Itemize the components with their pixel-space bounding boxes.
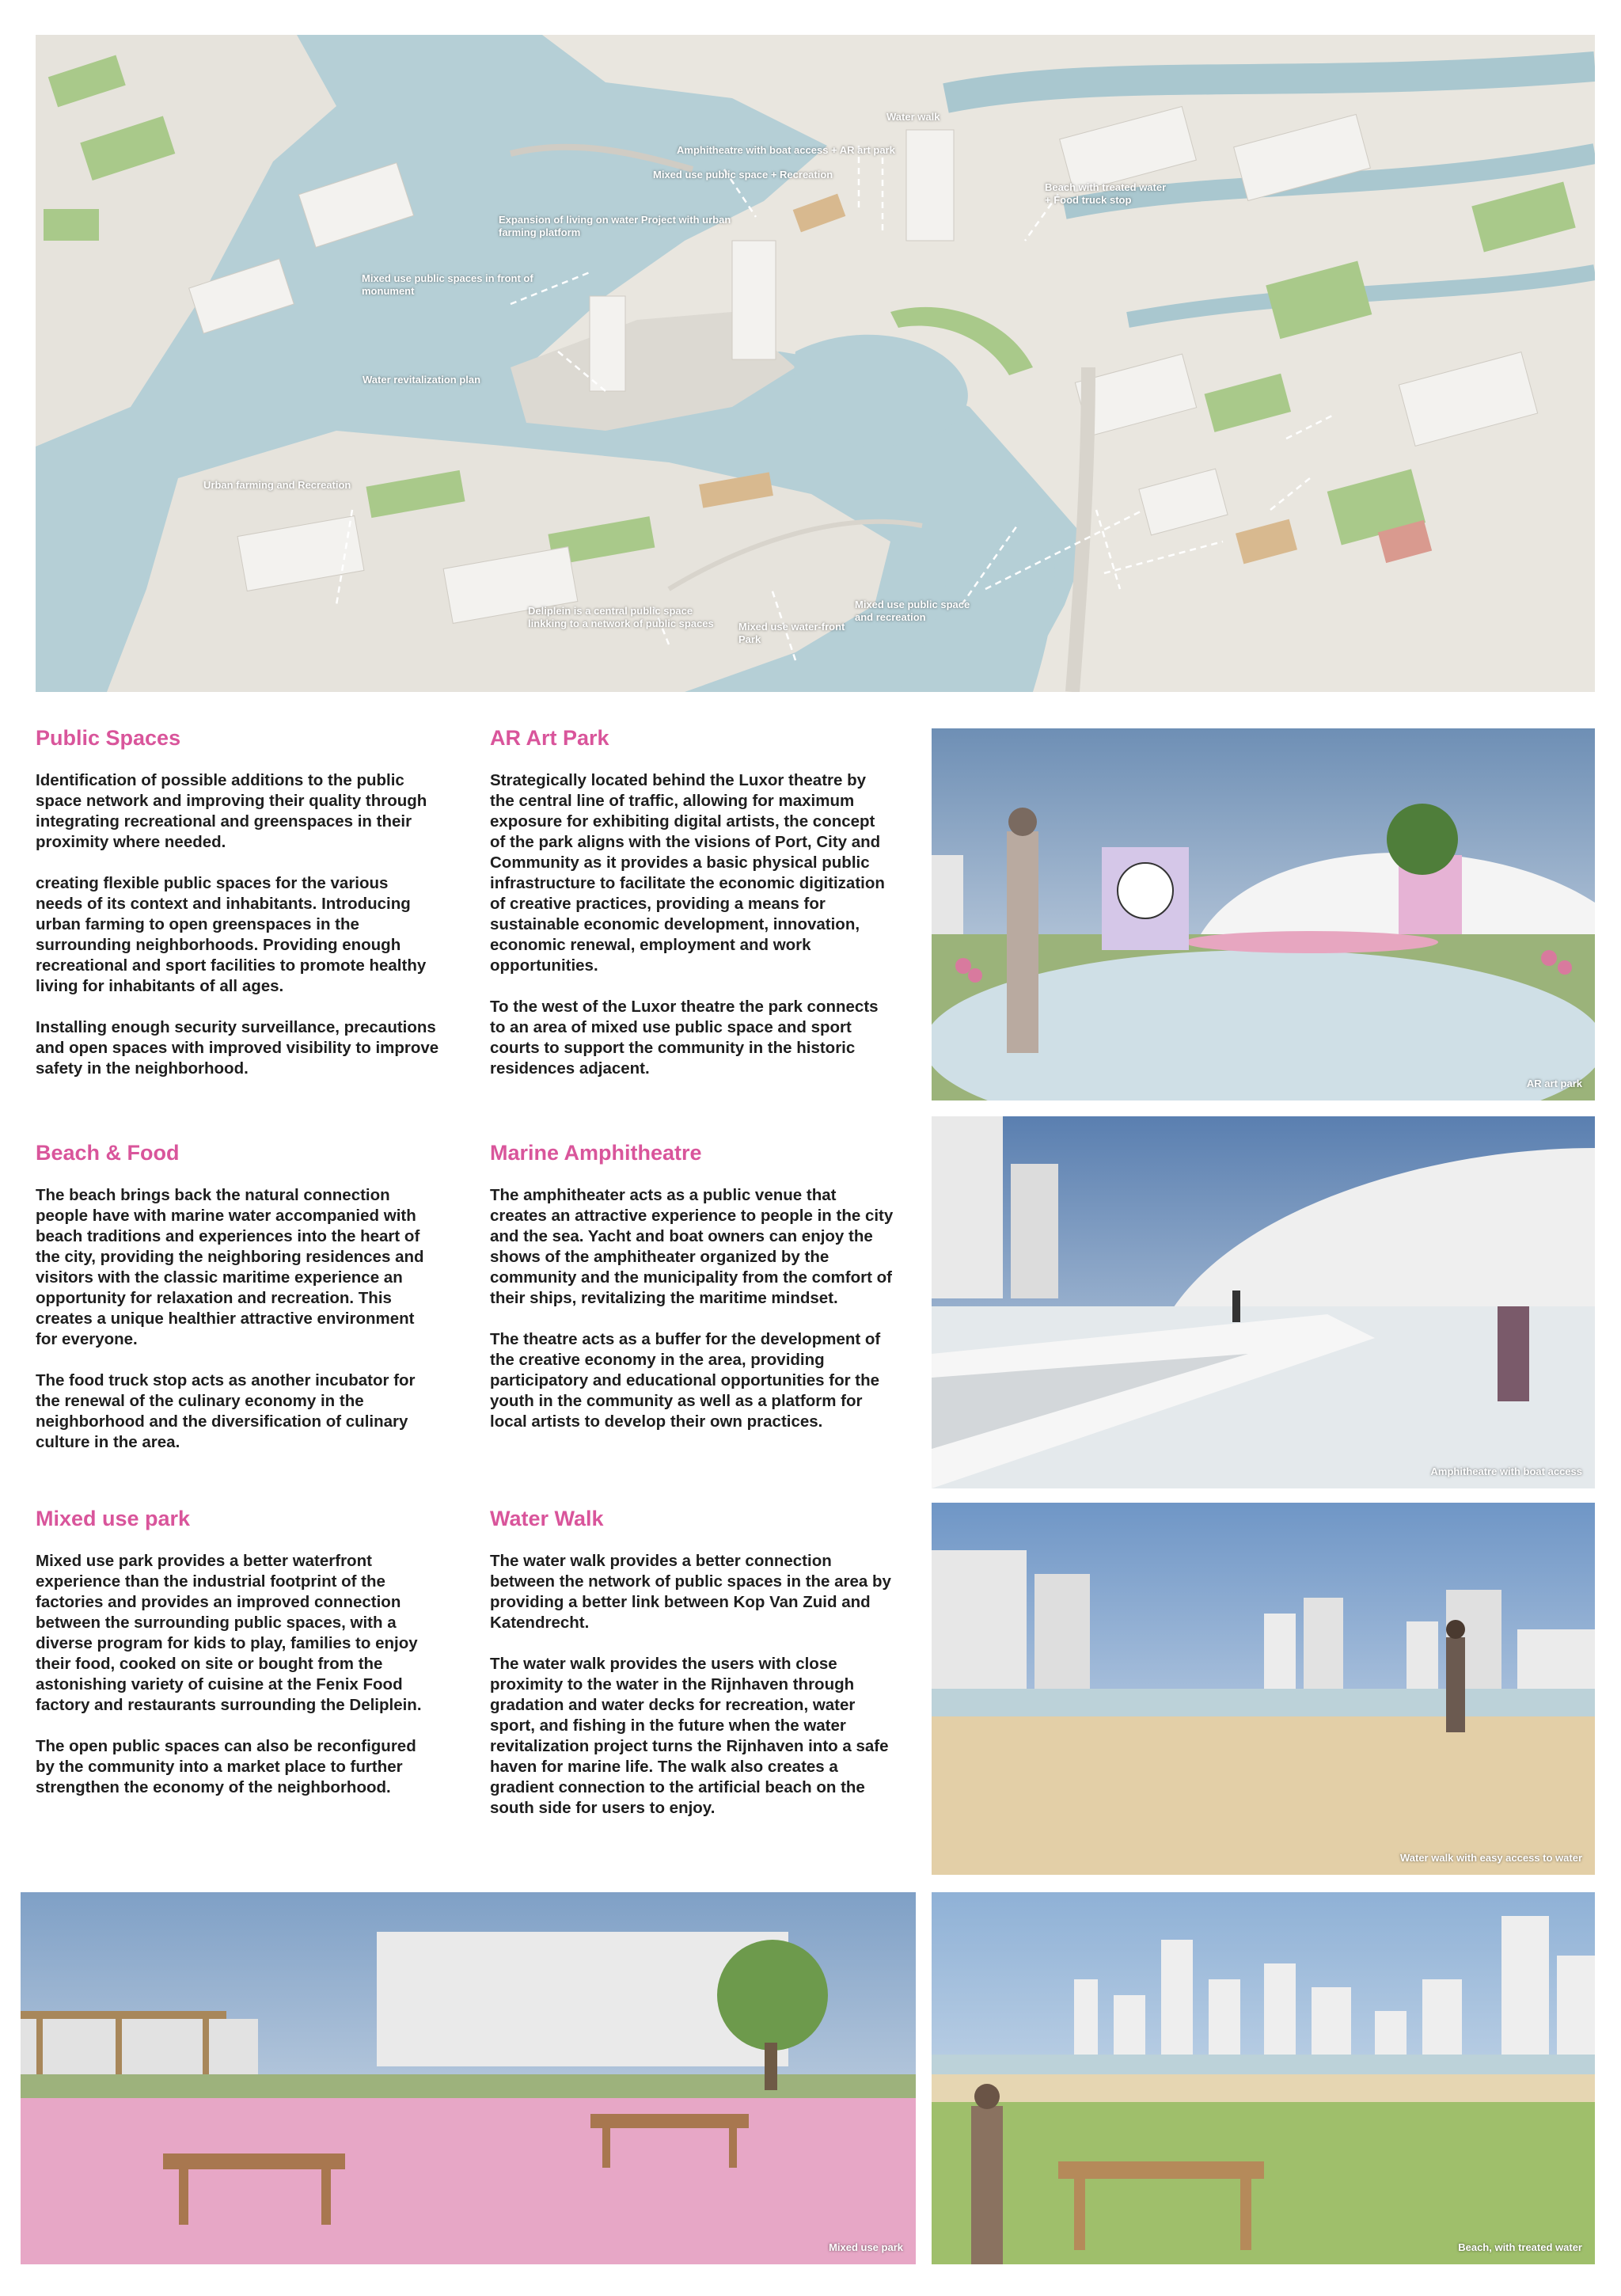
map-label-water-walk: Water walk [886,111,940,123]
map-label-living-on-water: Expansion of living on water Project with urban farming platform [499,214,731,238]
amphitheatre-caption: Amphitheatre with boat access [1430,1465,1582,1477]
ar-art-park-illustration [932,728,1595,1100]
ar-art-park-p1: Strategically located behind the Luxor theatre by the central line of traffic, allowing for maximum exposure for exhibiting digital artists, the concept of the park aligns with the visions of Port, City and Community as it provides a basic physical public infrastructure to facilitate the economic digitization of creative practices, providing a means for sustainable economic development, innovation, economic renewal, employment and work opportunities. [490,771,885,975]
water-walk-render [932,1503,1595,1875]
mixed-use-park-title: Mixed use park [36,1507,191,1530]
marine-amphitheatre-p2: The theatre acts as a buffer for the development of the creative economy in the area, providing participatory and educational opportunities for the youth in the community as well as a platform for local artists to develop their own practices. [490,1330,881,1431]
beach-food-p2: The food truck stop acts as another incubator for the renewal of the culinary economy in the neighborhood and the diversification of culinary culture in the area. [36,1371,416,1451]
water-walk-title: Water Walk [490,1507,604,1530]
mixed-use-park-body [36,1551,439,1819]
beach-caption: Beach, with treated water [1458,2241,1582,2253]
marine-amphitheatre-p1: The amphitheater acts as a public venue that creates an attractive experience to people in the city and the sea. Yacht and boat owners can enjoy the shows of the amphitheater organized by the community and the municipality from the comfort of their ships, revitalizing the maritime mindset. [490,1186,894,1307]
marine-amphitheatre-title: Marine Amphitheatre [490,1141,702,1165]
amphitheatre-illustration [932,1116,1595,1488]
map-graphic [36,35,1595,692]
ar-art-park-render [932,728,1595,1100]
public-spaces-title: Public Spaces [36,726,181,750]
marine-amphitheatre-body [490,1185,894,1453]
map-label-urban-farming: Urban farming and Recreation [203,479,351,491]
water-walk-body [490,1551,894,1839]
map-label-water-revitalization: Water revitalization plan [363,374,481,386]
public-spaces-p3: Installing enough security surveillance, precautions and open spaces with improved visibility to improve safety in the neighborhood. [36,1018,439,1078]
map-label-mixed-use-recreation-south: Mixed use public space and recreation [855,599,970,623]
amphitheatre-render [932,1116,1595,1488]
water-walk-p2: The water walk provides the users with close proximity to the water in the Rijnhaven through gradation and water decks for recreation, water sport, and fishing in the future when the water revitalization project turns the Rijnhaven into a safe haven for marine life. The walk also creates a gradient connection to the artificial beach on the south side for users to enjoy. [490,1655,889,1817]
map-label-monument-spaces: Mixed use public spaces in front of monument [362,272,533,297]
public-spaces-body [36,770,439,1100]
map-label-mixed-use-recreation: Mixed use public space + Recreation [653,169,833,181]
beach-food-body [36,1185,439,1473]
aerial-masterplan-map [36,35,1595,692]
beach-illustration [932,1892,1595,2264]
water-walk-illustration [932,1503,1595,1875]
ar-art-park-title: AR Art Park [490,726,609,750]
map-label-deliplein: Deliplein is a central public space linkking to a network of public spaces [528,605,714,629]
water-walk-caption: Water walk with easy access to water [1399,1852,1582,1864]
map-label-amphitheatre: Amphitheatre with boat access + AR art park [677,144,895,156]
mixed-use-park-p2: The open public spaces can also be reconfigured by the community into a market place to further strengthen the economy of the neighborhood. [36,1737,416,1796]
beach-food-title: Beach & Food [36,1141,180,1165]
mixed-use-park-render [21,1892,916,2264]
ar-art-park-body [490,770,894,1100]
ar-art-park-p2: To the west of the Luxor theatre the park connects to an area of mixed use public space and sport courts to support the community in the historic residences adjacent. [490,998,879,1078]
water-walk-p1: The water walk provides a better connection between the network of public spaces in the area by providing a better link between Kop Van Zuid and Katendrecht. [490,1552,891,1632]
public-spaces-p1: Identification of possible additions to the public space network and improving their quality through integrating recreational and greenspaces in their proximity where needed. [36,771,427,851]
beach-food-p1: The beach brings back the natural connection people have with marine water accompanied with beach traditions and experiences into the heart of the city, providing the neighboring residences and visitors with the classic maritime experience an opportunity for relaxation and recreation. This creates a unique healthier attractive environment for everyone. [36,1186,424,1348]
ar-art-park-caption: AR art park [1526,1078,1582,1089]
mixed-use-park-caption: Mixed use park [829,2241,903,2253]
beach-render [932,1892,1595,2264]
mixed-use-park-p1: Mixed use park provides a better waterfront experience than the industrial footprint of the factories and provides an improved connection between the surrounding public spaces, with a diverse program for kids to play, families to enjoy their food, cooked on site or bought from the astonishing variety of cuisine at the Fenix Food factory and restaurants surrounding the Deliplein. [36,1552,422,1714]
map-label-beach-food-truck: Beach with treated water + Food truck stop [1045,181,1167,206]
public-spaces-p2: creating flexible public spaces for the various needs of its context and inhabitants. Introducing urban farming to open greenspaces in the surrounding neighborhoods. Providing enough recreational and sport facilities to promote healthy living for inhabitants of all ages. [36,874,427,995]
map-label-waterfront-park: Mixed use water-front Park [738,621,845,645]
mixed-use-park-illustration [21,1892,916,2264]
